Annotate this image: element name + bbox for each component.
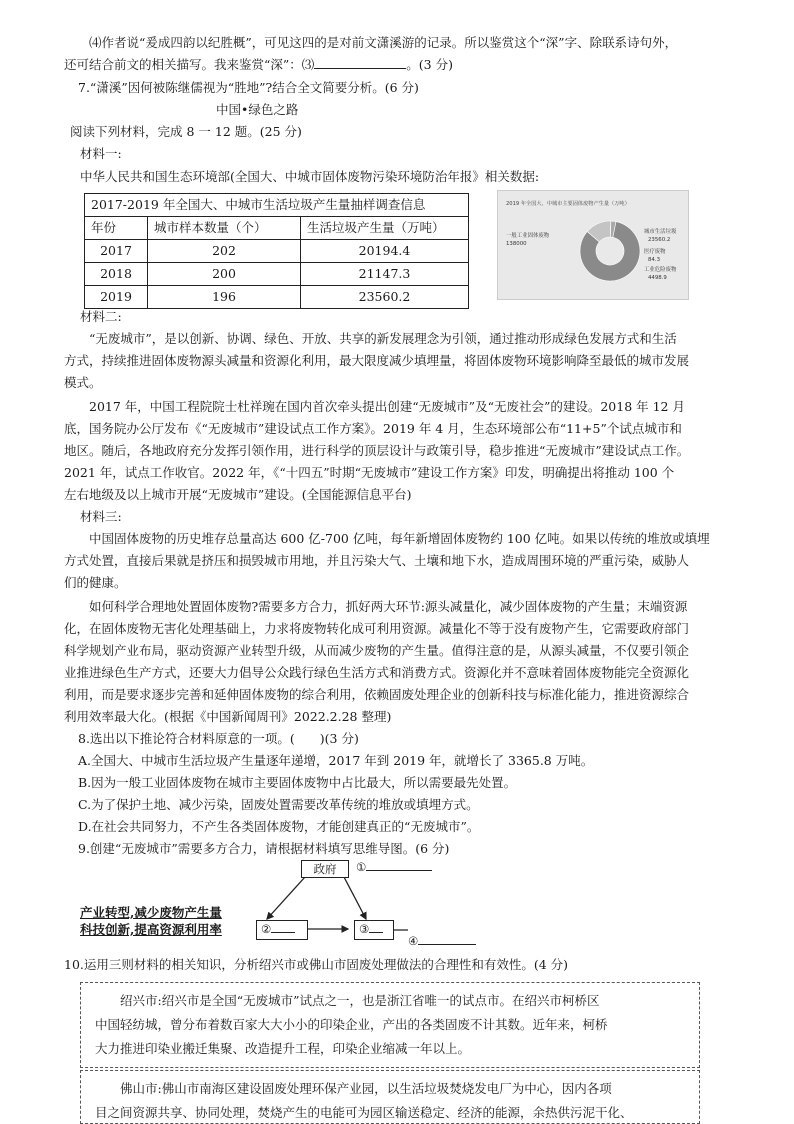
question-7: 7.“潇溪”因何被陈继儒视为“胜地”?结合全文简要分析。(6 分) bbox=[78, 80, 419, 95]
m2-p1-line: 模式。 bbox=[64, 375, 102, 390]
material-1-intro: 中华人民共和国生态环境部(全国大、中城市固体废物污染环境防治年报》相关数据: bbox=[80, 169, 540, 184]
shaoxing-box bbox=[80, 982, 700, 1068]
m2-p2-line: 2021 年，试点工作收官。2022 年，《“十四五”时期“无废城市”建设工作方案》印发，明确提出将推动 100 个 bbox=[64, 465, 675, 480]
slice-label: 一般工业固体废物 bbox=[506, 233, 550, 239]
slice-value: 84.3 bbox=[648, 257, 661, 263]
m3-p2-line: 利用，而是要求逐步完善和延伸固体废物的综合利用，依赖固废处理企业的创新科技与标准化能力，推进资源综合 bbox=[64, 687, 690, 702]
m3-p2-line: 业推进绿色生产方式，还要大力倡导公众践行绿色生活方式和消费方式。资源化并不意味着固体废物能完全资源化 bbox=[64, 665, 690, 680]
foshan-box bbox=[80, 1070, 700, 1124]
m2-p1-line: 方式，持续推进固体废物源头减量和资源化利用，最大限度减少填埋量，将固体废物环境影响降至最低的城市发展 bbox=[64, 353, 690, 368]
table-row: 2017 202 20194.4 bbox=[85, 240, 469, 263]
blank-4[interactable]: ④ bbox=[408, 930, 476, 952]
m2-p2-line: 左右地级及以上城市开展“无废城市”建设。(全国能源信息平台) bbox=[64, 487, 412, 502]
slice-value: 4498.9 bbox=[648, 275, 667, 281]
box2-line: 佛山市:佛山市南海区建设固废处理环保产业园，以生活垃圾焚烧发电厂为中心，因内各项 bbox=[120, 1081, 612, 1096]
m3-p1-line: 方式处置，直接后果就是挤压和损毁城市用地，并且污染大气、土壤和地下水，造成周围环境的严重污染，威胁人 bbox=[64, 553, 690, 568]
blank-2-node[interactable]: ② bbox=[256, 920, 308, 940]
question-10: 10.运用三则材料的相关知识，分析绍兴市或佛山市固废处理做法的合理性和有效性。(4 分) bbox=[64, 957, 569, 972]
table-title: 2017-2019 年全国大、中城市生活垃圾产生量抽样调查信息 bbox=[85, 194, 469, 217]
option-b[interactable]: B.因为一般工业固体废物在城市主要固体废物中占比最大，所以需要最先处置。 bbox=[78, 775, 517, 790]
slice-label: 城市生活垃圾 bbox=[644, 229, 677, 235]
question-8: 8.选出以下推论符合材料原意的一项。( )(3 分) bbox=[78, 731, 359, 746]
option-a[interactable]: A.全国大、中城市生活垃圾产生量逐年递增，2017 年到 2019 年，就增长了 3365.8 万吨。 bbox=[78, 753, 594, 768]
instruction: 阅读下列材料，完成 8 一 12 题。(25 分) bbox=[70, 124, 302, 139]
chart-title: 2019 年全国大、中城市主要固体废物产生量（万吨） bbox=[506, 201, 630, 207]
q4-line1: ⑷作者说“爰成四韵以纪胜概”，可见这四的是对前文潇溪游的记录。所以鉴赏这个“深”字、除联系诗句外， bbox=[89, 35, 678, 50]
m2-p2-line: 2017 年，中国工程院院士杜祥琬在国内首次牵头提出创建“无废城市”及“无废社会”的建设。2018 年 12 月 bbox=[89, 399, 685, 414]
question-9: 9.创建“无废城市”需要多方合力，请根据材料填写思维导图。(6 分) bbox=[78, 841, 450, 856]
option-c[interactable]: C.为了保护土地、减少污染，固废处置需要改革传统的堆放或填埋方式。 bbox=[78, 797, 479, 812]
material-2-label: 材料二: bbox=[80, 309, 122, 324]
m2-p1-line: “无废城市”，是以创新、协调、绿色、开放、共享的新发展理念为引领，通过推动形成绿色发展方式和生活 bbox=[89, 331, 677, 346]
table-row: 2018 200 21147.3 bbox=[85, 263, 469, 286]
box1-line: 大力推进印染业搬迁集聚、改造提升工程，印染企业缩减一年以上。 bbox=[95, 1041, 471, 1056]
option-d[interactable]: D.在社会共同努力，不产生各类固体废物，才能创建真正的“无废城市”。 bbox=[78, 819, 480, 834]
table-header: 生活垃圾产生量（万吨） bbox=[301, 217, 469, 240]
table-header: 城市样本数量（个） bbox=[148, 217, 301, 240]
slice-value: 23560.2 bbox=[648, 237, 671, 243]
blank-1[interactable]: ① bbox=[356, 856, 432, 878]
m3-p2-line: 化，在固体废物无害化处理基础上，力求将废物转化成可利用资源。减量化不等于没有废物产生，它需要政府部门 bbox=[64, 621, 690, 636]
blank-3-node[interactable]: ③ bbox=[354, 920, 394, 940]
slice-label: 医疗废物 bbox=[644, 249, 666, 255]
box1-line: 中国轻纺城，曾分布着数百家大大小小的印染企业，产出的各类固废不计其数。近年来，柯桥 bbox=[95, 1017, 608, 1032]
m3-p2-line: 如何科学合理地处置固体废物?需要多方合力，抓好两大环节:源头减量化，减少固体废物的产生量；末端资源 bbox=[89, 599, 688, 614]
slice-label: 工业危险废物 bbox=[644, 267, 677, 273]
material-3-label: 材料三: bbox=[80, 509, 122, 524]
slice-value: 138000 bbox=[506, 241, 527, 247]
section-title: 中国•绿色之路 bbox=[216, 102, 299, 117]
q4-line2: 还可结合前文的相关描写。我来鉴赏“深”：⑶ 。(3 分) bbox=[64, 54, 740, 76]
m3-p2-line: 利用效率最大化。(根据《中国新闻周刊》2022.2.28 整理) bbox=[64, 709, 392, 724]
m3-p1-line: 中国固体废物的历史堆存总量高达 600 亿-700 亿吨，每年新增固体废物约 100 亿吨。如果以传统的堆放或填埋 bbox=[89, 531, 710, 546]
m3-p2-line: 科学规划产业布局，驱动资源产业转型升级，从而减少废物的产生量。值得注意的是，从源头减量，不仅要引领企 bbox=[64, 643, 690, 658]
m2-p2-line: 底，国务院办公厅发布《“无废城市”建设试点工作方案》。2019 年 4 月，生态环境部公布“11+5”个试点城市和 bbox=[64, 421, 682, 436]
material-1-label: 材料一: bbox=[80, 146, 122, 161]
gov-node: 政府 bbox=[301, 860, 349, 878]
tech-label: 科技创新,提高资源利用率 bbox=[80, 922, 222, 937]
box1-line: 绍兴市:绍兴市是全国“无废城市”试点之一，也是浙江省唯一的试点市。在绍兴市柯桥区 bbox=[120, 993, 600, 1008]
box2-line: 目之间资源共享、协同处理，焚烧产生的电能可为园区输送稳定、经济的能源，余热供污泥干化、 bbox=[95, 1105, 633, 1120]
industry-label: 产业转型,减少废物产生量 bbox=[80, 905, 222, 920]
m2-p2-line: 地区。随后，各地政府充分发挥引领作用，进行科学的顶层设计与政策引导，稳步推进“无废城市”建设试点工作。 bbox=[64, 443, 690, 458]
table-row: 2019 196 23560.2 bbox=[85, 286, 469, 309]
m3-p1-line: 们的健康。 bbox=[64, 575, 127, 590]
table-header: 年份 bbox=[85, 217, 148, 240]
